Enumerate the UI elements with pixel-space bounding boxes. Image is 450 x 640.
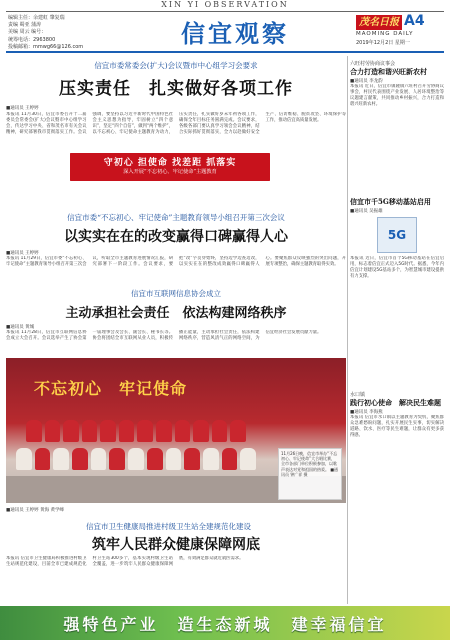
footer-slogan: 强特色产业 造生态新城 建幸福信宜 xyxy=(63,615,387,634)
credit-line: 美编 周云 编号： xyxy=(8,29,47,36)
article-byline: ■通讯员 黄城 xyxy=(6,325,35,330)
article-body: 本报讯 信宜市卫生健康局积极推进村级卫生站规范化建设，目前全市已建成规范化村卫生站300多个，基本实现村级卫生站全覆盖，进一步筑牢人民群众健康保障网底，有效满足群众就近就医需求。 xyxy=(6,556,244,567)
article-kicker: 信宜市卫生健康局推进村级卫生站全建规范化建设 xyxy=(86,522,251,531)
side-headline: 合力打造和谐兴旺新农村 xyxy=(350,67,427,76)
5g-logo-label: 5G xyxy=(387,228,407,242)
credit-line: 编辑主任：余建虹 肇复瑞 xyxy=(8,15,65,21)
credit-line: 责编 蜀亚 蒲涛 xyxy=(8,22,42,29)
5g-logo-image xyxy=(377,217,417,253)
article-kicker: 信宜市委常委会(扩大)会议暨市中心组学习会要求 xyxy=(94,61,258,70)
article-1 xyxy=(6,56,346,150)
article-headline: 筑牢人民群众健康保障网底 xyxy=(92,537,260,553)
article-kicker: 信宜市互联网信息协会成立 xyxy=(131,289,221,298)
article-byline: ■通讯员 王婷婷 xyxy=(6,251,39,256)
theme-banner-slogan: 守初心 担使命 找差距 抓落实 xyxy=(103,158,237,168)
issue-date: 2019年12月2日 星期一 xyxy=(356,40,410,46)
column-divider xyxy=(347,56,348,604)
article-byline: ■通讯员 王婷婷 黄海 黄学峰 xyxy=(6,508,65,513)
section-title: 信宜观察 xyxy=(181,19,289,48)
credit-line: 投稿邮箱：mmwg66@126.com xyxy=(8,43,84,50)
article-kicker: 信宜市委“不忘初心、牢记使命”主题教育领导小组召开第三次会议 xyxy=(67,213,285,222)
article-headline: 主动承担社会责任 依法构建网络秩序 xyxy=(65,306,287,321)
page-number: A4 xyxy=(404,13,425,29)
article-headline: 以实实在在的改变赢得口碑赢得人心 xyxy=(64,229,288,245)
side-article-3 xyxy=(350,391,444,605)
masthead xyxy=(0,0,450,52)
choir-front-row xyxy=(16,448,256,470)
side-headline: 践行初心使命 解决民生难题 xyxy=(350,398,441,407)
masthead-bottom-rule xyxy=(6,51,444,53)
side-byline: ■通讯员 李海燕 xyxy=(350,410,383,415)
article-3 xyxy=(6,288,346,362)
masthead-english-title: XIN YI OBSERVATION xyxy=(161,0,289,9)
side-kicker: 六旺村劳协商议事会 xyxy=(350,61,396,67)
theme-banner-subtitle: 深入开展“不忘初心、牢记使命”主题教育 xyxy=(123,169,217,175)
article-body: 本报讯 11月29日，信宜市委“不忘初心、牢记使命”主题教育领导小组召开第三次会议，听取全市主题教育进展情况汇报，研究部署下一阶段工作。会议要求，要把“改”字贯穿始终，坚持边学边查边改，以实实在在的整改成效赢得口碑赢得人心。要聚焦群众反映强烈的突出问题，开展专项整治，确保主题教育取得实效。 xyxy=(6,256,346,267)
side-article-2 xyxy=(350,197,444,386)
photo-caption-box xyxy=(278,448,342,500)
article-body: 本报讯 11月30日，信宜市委召开十二届委员会常委会(扩大)会议暨市中心组学习会，传达学习中央、省和茂名市有关会议精神，研究部署我市贯彻落实工作。会议强调，要坚持以习近平新时代中国特色社会主义思想为指导，牢固树立“四个意识”，坚定“四个自信”，做到“两个维护”，以不忘初心、牢记使命主题教育为动力，压实责任，扎实做好岁末年初各项工作，确保全年目标任务圆满完成。会议要求，各级各部门要认真学习领会会议精神，结合实际抓好贯彻落实，全力以赴做好安全生产、信访维稳、脱贫攻坚、环境保护等工作，推动信宜高质量发展。 xyxy=(6,112,346,135)
photo-stage-slogan: 不忘初心 牢记使命 xyxy=(34,379,188,398)
side-body: 本报讯 近日，信宜市镇隆镇六旺村召开劳协商议事会，村民代表围绕产业发展、人居环境整治等议题建言献策，共同推动乡村振兴，合力打造和谐兴旺新农村。 xyxy=(350,84,444,107)
article-byline: ■通讯员 王婷婷 xyxy=(6,106,39,111)
article-headline: 压实责任 扎实做好各项工作 xyxy=(59,79,293,99)
masthead-rule xyxy=(6,11,444,12)
side-kicker: 水口镇 xyxy=(350,392,366,398)
credit-line: 统筹电话：2963800 xyxy=(8,36,56,43)
side-byline: ■通讯员 吴振雄 xyxy=(350,209,383,214)
side-article-1 xyxy=(350,60,444,192)
side-body: 本报讯 信宜市水口镇以主题教育为契机，聚焦群众急难愁盼问题，扎实开展民生实事，切实解决道路、饮水、医疗等民生难题，让群众有更多获得感。 xyxy=(350,415,444,438)
side-body: 本报讯 近日，信宜市首个5G移动基站在信宜启用，标志着信宜正式迈入5G时代。据悉，今年内信宜计划建设5G基站多个，为智慧城市建设提供有力支撑。 xyxy=(350,256,444,279)
article-body: 本报讯 11月28日，信宜市互联网信息协会成立大会召开。会议选举产生了协会第一届理事会及会长、副会长、秘书长等。协会将团结全市互联网从业人员，积极传播正能量，主动承担社会责任，依法构建网络秩序，营造风清气正的网络空间，为信宜经济社会发展贡献力量。 xyxy=(6,330,322,341)
newspaper-logo: 茂名日报 xyxy=(359,17,399,28)
photo-caption: 11月26日晚，信宜市举办“不忘初心、牢记使命”大合唱比赛，全市各部门单位积极参加，以歌声表达对党和祖国的热爱。 ■通讯员 钟广祥 摄 xyxy=(281,451,339,477)
side-byline: ■通讯员 李龙韵 xyxy=(350,79,383,84)
article-4 xyxy=(6,507,346,612)
side-headline: 信宜市千5G移动基站启用 xyxy=(350,197,431,206)
article-2 xyxy=(6,212,346,292)
masthead-daily: MAOMING DAILY xyxy=(356,31,414,37)
sidebar xyxy=(350,56,444,610)
masthead-credits xyxy=(8,15,128,51)
choir-back-row xyxy=(26,420,246,442)
